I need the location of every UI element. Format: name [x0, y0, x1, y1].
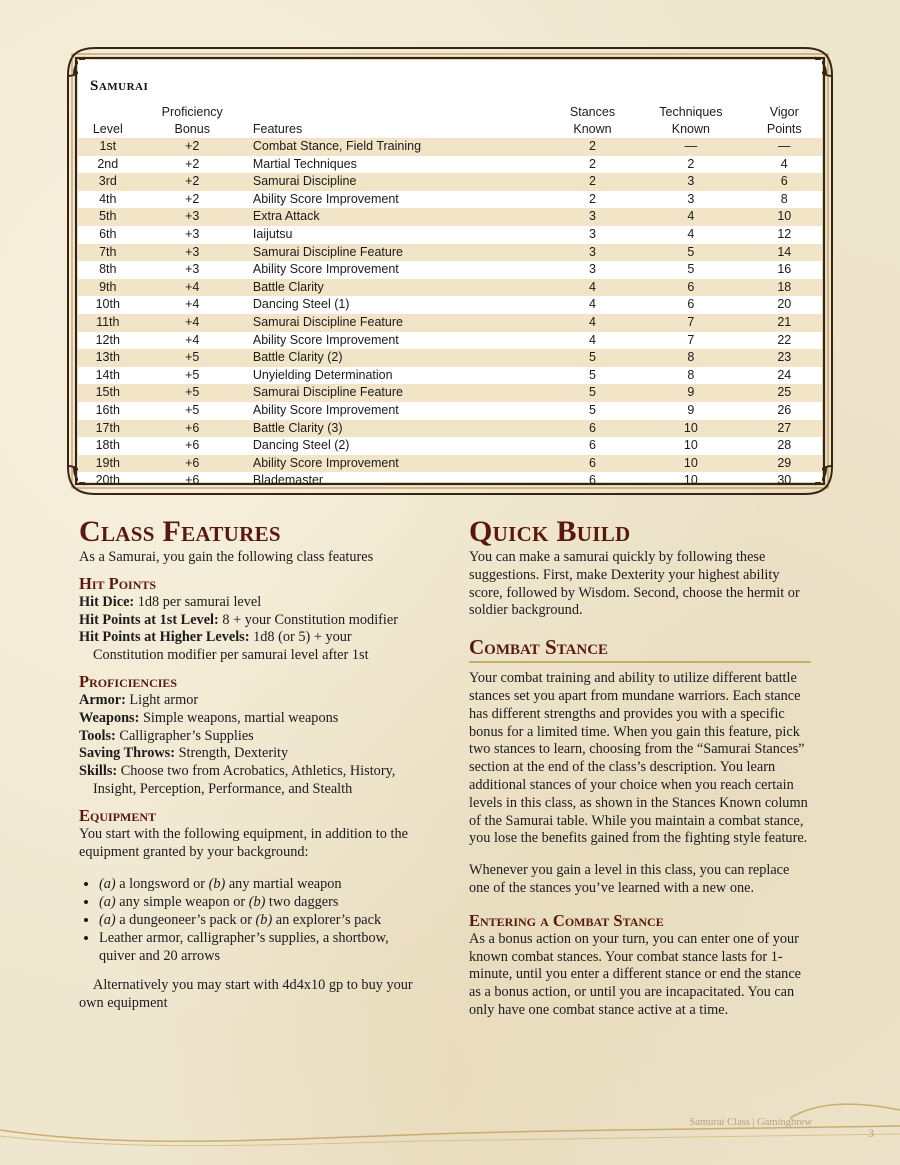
- cell-vigor: 30: [777, 473, 792, 488]
- list-item: • (a) a longsword or (b) any martial weapon: [99, 876, 421, 894]
- hp-higher-levels-value: 1d8 (or 5) + your Constitution modifier per samurai level after 1st: [93, 629, 369, 664]
- header-level-top: [78, 104, 138, 121]
- header-stances-top: Stances: [569, 105, 616, 119]
- class-features-intro: As a Samurai, you gain the following class features: [79, 549, 374, 565]
- cell-level: 16th: [95, 402, 120, 417]
- equipment-intro: You start with the following equipment, in addition to the equipment granted by your background:: [79, 825, 408, 860]
- cell-proficiency: +3: [185, 244, 200, 259]
- cell-level: 7th: [99, 244, 117, 259]
- hp-first-level-value: 8 + your Constitution modifier: [218, 611, 399, 628]
- table-row: [78, 384, 822, 402]
- hit-dice-value: 1d8 per samurai level: [134, 593, 262, 610]
- hit-dice-line: [79, 594, 421, 612]
- cell-techniques: 2: [687, 156, 695, 171]
- footer-text: Samurai Class | Gamingbrew: [689, 1117, 812, 1128]
- cell-features: Ability Score Improvement: [252, 332, 399, 347]
- cell-vigor: 8: [780, 191, 788, 206]
- cell-level: 19th: [95, 455, 120, 470]
- cell-features: Ability Score Improvement: [252, 262, 399, 277]
- cell-proficiency: +6: [185, 420, 200, 435]
- table-row: [78, 279, 822, 297]
- cell-stances: 4: [589, 314, 596, 329]
- cell-level: 3rd: [98, 174, 117, 189]
- table-row: [78, 367, 822, 385]
- cell-vigor: 16: [777, 262, 792, 277]
- cell-techniques: —: [684, 139, 698, 153]
- cell-features: Battle Clarity (2): [252, 350, 343, 365]
- cell-stances: 5: [589, 350, 596, 365]
- header-features-top: [247, 104, 550, 121]
- weapons-line: [79, 710, 421, 728]
- cell-stances: 4: [589, 297, 596, 312]
- cell-techniques: 8: [687, 350, 695, 365]
- weapons-label: Weapons:: [79, 709, 140, 726]
- cell-proficiency: +2: [185, 156, 200, 171]
- cell-vigor: —: [778, 139, 791, 153]
- table-row: [78, 296, 822, 314]
- cell-stances: 4: [589, 279, 596, 294]
- cell-proficiency: +6: [185, 438, 200, 453]
- table-row: [78, 472, 822, 490]
- cell-features: Ability Score Improvement: [252, 402, 399, 417]
- cell-techniques: 9: [687, 402, 695, 417]
- cell-techniques: 10: [683, 438, 698, 453]
- cell-techniques: 8: [687, 367, 695, 382]
- cell-stances: 2: [589, 156, 596, 171]
- cell-techniques: 5: [687, 262, 695, 277]
- header-techniques-top: Techniques: [659, 105, 723, 119]
- cell-features: Samurai Discipline Feature: [252, 385, 403, 400]
- cell-level: 1st: [99, 139, 117, 153]
- cell-vigor: 20: [777, 297, 792, 312]
- skills-label: Skills:: [79, 763, 118, 780]
- cell-techniques: 4: [687, 209, 695, 224]
- cell-proficiency: +5: [185, 367, 200, 382]
- list-item: • (a) any simple weapon or (b) two daggers: [99, 894, 421, 912]
- tools-label: Tools:: [79, 727, 116, 744]
- table-row: [78, 314, 822, 332]
- page-number: 3: [868, 1126, 874, 1140]
- combat-stance-paragraph-2: Whenever you gain a level in this class, you can replace one of the stances you’ve learned with a new one.: [469, 862, 790, 896]
- table-row: [78, 455, 822, 473]
- samurai-progression-table: [78, 104, 822, 490]
- table-row: [78, 420, 822, 438]
- cell-vigor: 18: [777, 279, 792, 294]
- saving-throws-line: [79, 745, 421, 763]
- cell-vigor: 28: [777, 438, 792, 453]
- cell-stances: 6: [589, 473, 596, 488]
- cell-proficiency: +3: [185, 209, 200, 224]
- cell-features: Extra Attack: [252, 209, 320, 224]
- table-row: [78, 437, 822, 455]
- cell-techniques: 7: [687, 314, 695, 329]
- cell-level: 13th: [95, 350, 120, 365]
- cell-features: Samurai Discipline: [252, 174, 357, 189]
- cell-level: 8th: [99, 262, 117, 277]
- cell-techniques: 6: [687, 279, 695, 294]
- cell-techniques: 10: [683, 420, 698, 435]
- cell-level: 5th: [99, 209, 117, 224]
- header-techniques: Known: [671, 122, 710, 136]
- cell-features: Ability Score Improvement: [252, 191, 399, 206]
- cell-features: Dancing Steel (2): [252, 438, 350, 453]
- cell-proficiency: +6: [185, 473, 200, 488]
- cell-proficiency: +2: [185, 139, 200, 153]
- cell-level: 6th: [99, 226, 117, 241]
- table-row: [78, 349, 822, 367]
- cell-vigor: 26: [777, 402, 792, 417]
- header-proficiency: Bonus: [174, 122, 210, 136]
- cell-proficiency: +4: [185, 332, 200, 347]
- cell-level: 2nd: [97, 156, 119, 171]
- cell-level: 10th: [95, 297, 120, 312]
- table-header-row-2: [78, 121, 822, 138]
- equipment-heading: Equipment: [79, 805, 157, 825]
- right-column: [469, 515, 811, 1020]
- entering-stance-heading: Entering a Combat Stance: [469, 910, 664, 930]
- cell-proficiency: +3: [185, 226, 200, 241]
- cell-techniques: 3: [687, 174, 695, 189]
- cell-vigor: 22: [777, 332, 792, 347]
- cell-techniques: 5: [687, 244, 695, 259]
- combat-stance-paragraph-1: Your combat training and ability to utilize different battle stances set you apart from mundane warriors. Each stance has different strengths and provides you with a specific bonus for a limited time. When you gain this feature, pick two stances to learn, choosing from the “Samurai Stances” section at the end of the class’s description. You learn additional stances of your choice when you reach certain levels in this class, as shown in the Stances Known column of the Samurai table. While you maintain a combat stance, you lose the benefits gained from the fighting style feature.: [469, 670, 808, 847]
- cell-proficiency: +5: [185, 350, 200, 365]
- cell-vigor: 12: [777, 226, 792, 241]
- cell-level: 9th: [99, 279, 117, 294]
- cell-techniques: 10: [683, 455, 698, 470]
- armor-value: Light armor: [125, 691, 199, 708]
- cell-stances: 3: [589, 262, 596, 277]
- class-table-frame: [66, 46, 834, 496]
- cell-stances: 2: [589, 139, 596, 153]
- table-row: [78, 208, 822, 226]
- hit-points-heading: Hit Points: [79, 573, 157, 593]
- cell-vigor: 10: [777, 209, 792, 224]
- cell-level: 12th: [95, 332, 120, 347]
- skills-line: [79, 763, 421, 799]
- cell-stances: 3: [589, 226, 596, 241]
- header-level: Level: [92, 122, 123, 136]
- cell-level: 15th: [95, 385, 120, 400]
- cell-vigor: 14: [777, 244, 792, 259]
- cell-vigor: 6: [780, 174, 788, 189]
- cell-features: Combat Stance, Field Training: [252, 139, 422, 153]
- cell-features: Dancing Steel (1): [252, 297, 350, 312]
- cell-vigor: 27: [777, 420, 792, 435]
- cell-proficiency: +5: [185, 402, 200, 417]
- cell-stances: 2: [589, 191, 596, 206]
- cell-stances: 3: [589, 244, 596, 259]
- header-vigor-top: Vigor: [769, 105, 799, 119]
- cell-techniques: 4: [687, 226, 695, 241]
- cell-techniques: 9: [687, 385, 695, 400]
- table-title: Samurai: [90, 78, 149, 94]
- table-row: [78, 173, 822, 191]
- hp-first-level-label: Hit Points at 1st Level:: [79, 611, 219, 628]
- cell-stances: 3: [589, 209, 596, 224]
- equipment-alternative: Alternatively you may start with 4d4x10 gp to buy your own equipment: [79, 977, 413, 1012]
- cell-techniques: 7: [687, 332, 695, 347]
- cell-level: 20th: [95, 473, 120, 488]
- cell-features: Samurai Discipline Feature: [252, 314, 403, 329]
- cell-level: 18th: [95, 438, 120, 453]
- cell-vigor: 4: [780, 156, 788, 171]
- combat-stance-heading: Combat Stance: [469, 634, 811, 663]
- cell-stances: 6: [589, 438, 596, 453]
- cell-proficiency: +6: [185, 455, 200, 470]
- class-features-heading: Class Features: [79, 515, 281, 548]
- cell-vigor: 21: [777, 314, 792, 329]
- quick-build-text: You can make a samurai quickly by following these suggestions. First, make Dexterity your highest ability score, followed by Wisdom. Second, choose the hermit or soldier background.: [469, 549, 800, 619]
- header-features: Features: [252, 122, 303, 136]
- cell-features: Martial Techniques: [252, 156, 357, 171]
- cell-stances: 6: [589, 455, 596, 470]
- list-item: • (a) a dungeoneer’s pack or (b) an explorer’s pack: [99, 912, 421, 930]
- quick-build-heading: Quick Build: [469, 515, 631, 548]
- cell-features: Battle Clarity: [252, 279, 324, 294]
- list-item: • Leather armor, calligrapher’s supplies, a shortbow, quiver and 20 arrows: [99, 930, 421, 966]
- cell-features: Blademaster: [252, 473, 324, 488]
- equipment-list: [79, 876, 421, 965]
- table-row: [78, 261, 822, 279]
- cell-proficiency: +4: [185, 297, 200, 312]
- cell-vigor: 29: [777, 455, 792, 470]
- cell-stances: 5: [589, 402, 596, 417]
- cell-proficiency: +2: [185, 191, 200, 206]
- table-header-row-1: [78, 104, 822, 121]
- cell-level: 17th: [95, 420, 120, 435]
- hp-higher-levels-line: [79, 629, 421, 665]
- cell-stances: 5: [589, 367, 596, 382]
- skills-value: Choose two from Acrobatics, Athletics, History, Insight, Perception, Performance, and Stealth: [93, 763, 396, 797]
- tools-line: [79, 728, 421, 746]
- footer-ornament: [0, 1100, 900, 1165]
- weapons-value: Simple weapons, martial weapons: [139, 709, 339, 726]
- armor-line: [79, 692, 421, 710]
- cell-stances: 6: [589, 420, 596, 435]
- cell-vigor: 24: [777, 367, 792, 382]
- cell-stances: 2: [589, 174, 596, 189]
- cell-proficiency: +5: [185, 385, 200, 400]
- table-row: [78, 138, 822, 156]
- left-column: [79, 515, 421, 1013]
- cell-level: 11th: [96, 314, 120, 329]
- entering-stance-text: As a bonus action on your turn, you can enter one of your known combat stances. Your combat stance lasts for 1-minute, until you enter a different stance or end the stance as a bonus action, or until you are incapacitated. You can only have one combat stance active at a time.: [469, 930, 802, 1018]
- hp-higher-levels-label: Hit Points at Higher Levels:: [79, 629, 250, 646]
- cell-features: Battle Clarity (3): [252, 420, 343, 435]
- cell-vigor: 23: [777, 350, 792, 365]
- cell-proficiency: +4: [185, 279, 200, 294]
- cell-level: 14th: [95, 367, 120, 382]
- armor-label: Armor:: [79, 691, 126, 708]
- cell-features: Samurai Discipline Feature: [252, 244, 403, 259]
- table-row: [78, 402, 822, 420]
- cell-techniques: 10: [683, 473, 698, 488]
- header-proficiency-top: Proficiency: [161, 105, 223, 119]
- cell-stances: 4: [589, 332, 596, 347]
- hp-first-level-line: [79, 612, 421, 630]
- hit-dice-label: Hit Dice:: [79, 593, 135, 610]
- header-vigor: Points: [766, 122, 802, 136]
- header-stances: Known: [573, 122, 612, 136]
- class-table-panel: [78, 60, 822, 488]
- cell-stances: 5: [589, 385, 596, 400]
- saving-throws-value: Strength, Dexterity: [175, 745, 289, 762]
- cell-features: Unyielding Determination: [252, 367, 393, 382]
- cell-features: Ability Score Improvement: [252, 455, 399, 470]
- table-row: [78, 226, 822, 244]
- table-row: [78, 244, 822, 262]
- table-row: [78, 191, 822, 209]
- cell-vigor: 25: [777, 385, 792, 400]
- tools-value: Calligrapher’s Supplies: [115, 727, 254, 744]
- proficiencies-heading: Proficiencies: [79, 671, 178, 691]
- table-row: [78, 332, 822, 350]
- table-row: [78, 156, 822, 174]
- cell-proficiency: +3: [185, 262, 200, 277]
- cell-level: 4th: [99, 191, 117, 206]
- cell-techniques: 6: [687, 297, 695, 312]
- cell-techniques: 3: [687, 191, 695, 206]
- cell-features: Iaijutsu: [252, 226, 293, 241]
- saving-throws-label: Saving Throws:: [79, 745, 176, 762]
- cell-proficiency: +4: [185, 314, 200, 329]
- cell-proficiency: +2: [185, 174, 200, 189]
